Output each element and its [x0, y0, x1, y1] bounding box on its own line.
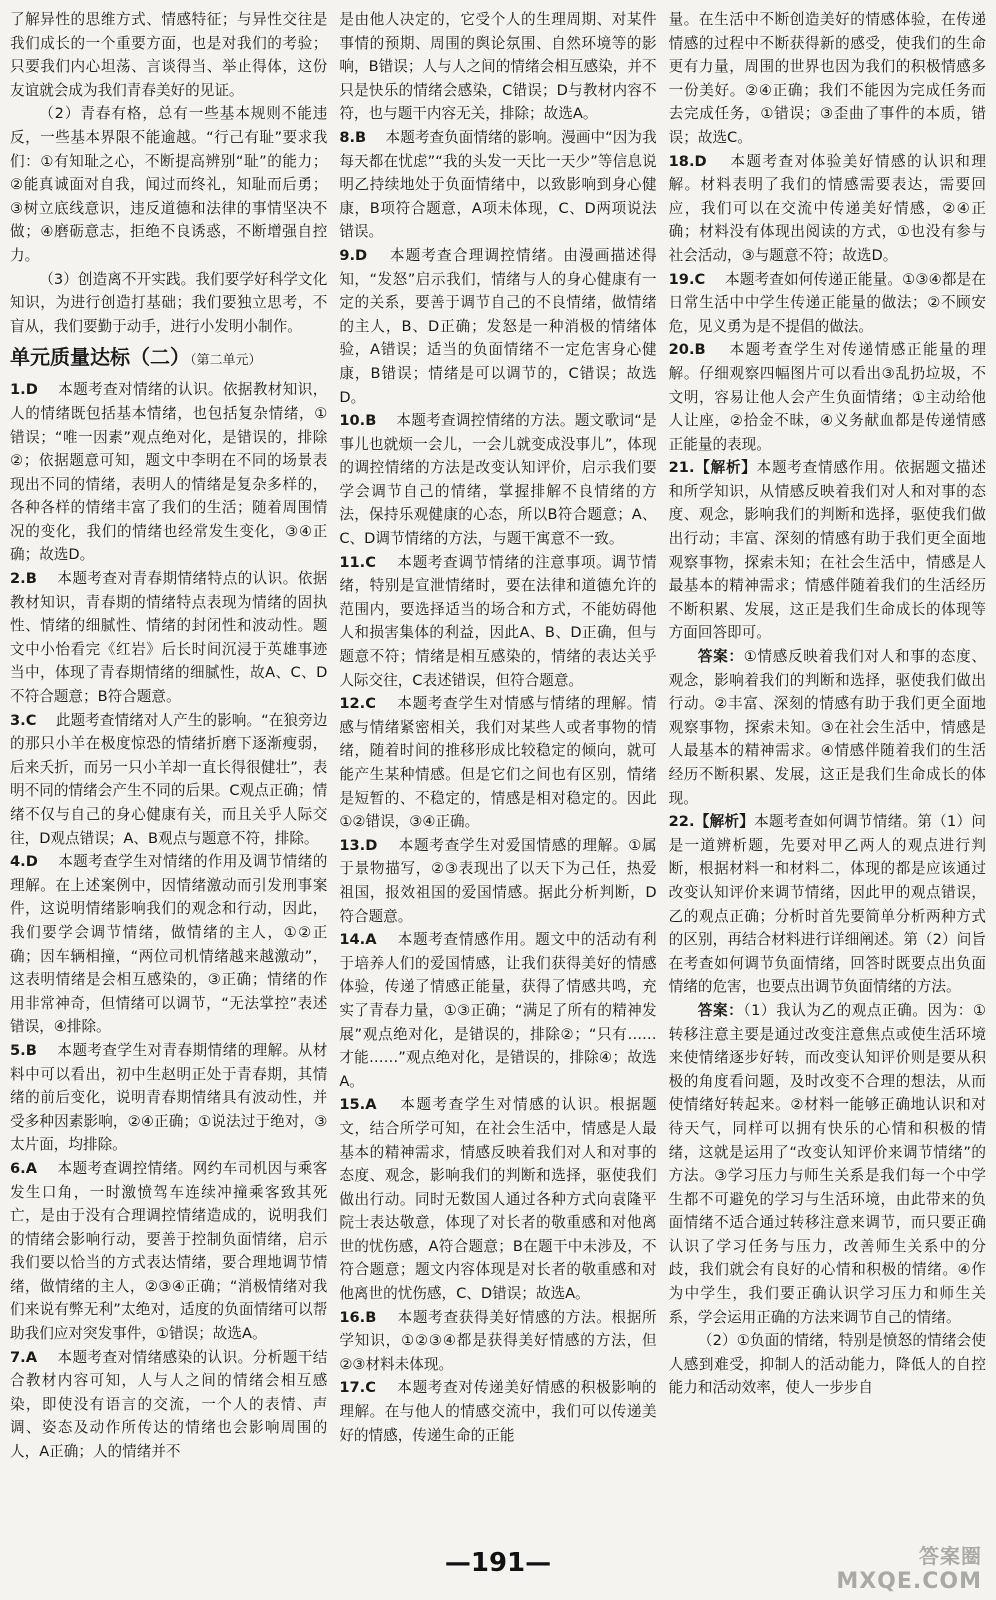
- answer-item: [339, 1306, 656, 1377]
- answer-item: [10, 850, 327, 1039]
- paragraph: （3）创造离不开实践。我们要学好科学文化知识，为进行创造打基础；我们要独立思考，不盲从，我们要勤于动手，进行小发明小制作。: [10, 270, 328, 335]
- explanation-text: 本题考查对传递美好情感的积极影响的理解。在与他人的情感交流中，我们可以传递美好的情感，传递生命的正能: [339, 1379, 657, 1444]
- answer-item: [10, 709, 327, 851]
- question-number: 18.: [668, 152, 695, 170]
- answer-item: [339, 692, 656, 834]
- answer-choice: C: [365, 695, 376, 713]
- explanation-text: 本题考查情感作用。依据题文描述和所学知识，从情感反映着我们对人和对事的态度、观念，影响我们的判断和选择，驱使我们做出行动；丰富、深刻的情感有助于我们更全面地观察事物，探索未知；在社会生活中，情感是人最基本的精神需求；情感伴随着我们的生活经历不断积累、发展，这正是我们生命成长的体现等方面回答即可。: [668, 459, 986, 642]
- answer-item: [669, 338, 986, 456]
- answer-item: [10, 1157, 327, 1346]
- explanation-text: 此题考查情绪对人产生的影响。“在狼旁边的那只小羊在极度惊恐的情绪折磨下逐渐瘦弱，后来夭折，而另一只小羊却一直长得很健壮”，表明不同的情绪会产生不同的后果。C观点正确；情绪不仅与自己的身心健康有关，而且关乎人际交往，D观点错误；A、B观点与题意不符，排除。: [10, 711, 328, 847]
- question-number: 22.: [668, 813, 695, 831]
- page-number: —191—: [444, 1548, 552, 1578]
- answer-choice: C: [365, 1379, 376, 1397]
- question-number: 11.: [339, 553, 366, 571]
- answer-choice: B: [365, 1308, 377, 1326]
- explanation-text: 本题考查调节情绪的注意事项。调节情绪，特别是宣泄情绪时，要在法律和道德允许的范围内，要选择适当的场合和方式，不能妨碍他人和损害集体的利益，因此A、B、D正确，但与题意不符；情绪是相互感染的，情绪的表达关乎人际交往，C表述错误，但符合题意。: [339, 553, 657, 689]
- paragraph: 是由他人决定的，它受个人的生理周期、对某件事情的预期、周围的舆论氛围、自然环境等的影响，B错误；人与人之间的情绪会相互感染，并不只是快乐的情绪会感染，C错误；D与教材内容不符，也与题干内容无关，排除；故选A。: [339, 11, 657, 123]
- question-number: 12.: [339, 695, 366, 713]
- answer-item: [10, 1039, 327, 1157]
- explanation-text: 本题考查负面情绪的影响。漫画中“因为我每天都在忧虑”“我的头发一天比一天少”等信息说明乙持续地处于负面情绪中，以致影响到身心健康，B项符合题意，A项未体现，C、D两项说法错误。: [339, 128, 657, 241]
- answer-choice: D: [694, 152, 707, 170]
- answer-item: [10, 567, 327, 709]
- answer-item: [10, 1346, 327, 1464]
- analysis-tag: 【解析】: [694, 459, 757, 477]
- answer-choice: C: [25, 711, 37, 729]
- section-heading-title: 单元质量达标（二）: [10, 345, 190, 370]
- answer-choice: D: [365, 836, 378, 854]
- watermark-bottom-text: MXQE.COM: [836, 1569, 982, 1594]
- explanation-text: 本题考查情感作用。题文中的活动有利于培养人们的爱国情感，让我们获得美好的情感体验，传递了情感正能量，获得了情感共鸣，充实了青春力量，①③正确；“满足了所有的精神发展”观点绝对化，是错误的，排除②；“只有……才能……”观点绝对化，是错误的，排除④；故选A。: [339, 931, 657, 1090]
- explanation-text: 本题考查对情绪的认识。依据教材知识，人的情绪既包括基本情绪，也包括复杂情绪，①错误；“唯一因素”观点绝对化，是错误的，排除②；依据题意可知，题文中李明在不同的场景表现出不同的情绪，表明人的情绪是复杂多样的，各种各样的情绪丰富了我们的生活；随着周围情况的变化，我们的情绪也经常发生变化，③④正确；故选D。: [10, 381, 328, 564]
- text-column-middle: [339, 8, 656, 1538]
- answer-item: [669, 150, 986, 268]
- answer-item: [339, 928, 656, 1093]
- answer-choice: A: [365, 1096, 377, 1114]
- answer-choice: C: [694, 270, 706, 288]
- answer-choice: D: [25, 853, 38, 871]
- answer-item: [339, 551, 656, 693]
- question-number: 6.: [10, 1159, 26, 1177]
- question-number: 17.: [339, 1379, 366, 1397]
- answer-item: [669, 456, 986, 645]
- explanation-text: 本题考查获得美好情感的方法。根据所学知识，①②③④都是获得美好情感的方法，但②③材料未体现。: [339, 1308, 657, 1373]
- answer-choice: B: [25, 570, 37, 588]
- explanation-text: 本题考查如何传递正能量。①③④都是在日常生活中中学生传递正能量的做法；②不顾安危，见义勇为是不提倡的做法。: [668, 270, 986, 335]
- question-number: 8.: [339, 128, 356, 146]
- paragraph: 了解异性的思维方式、情感特征；与异性交往是我们成长的一个重要方面，也是对我们的考验；只要我们内心坦荡、言谈得当、举止得体，这份友谊就会成为我们青春美好的见证。: [10, 11, 328, 99]
- question-number: 3.: [10, 711, 26, 729]
- explanation-text: 本题考查学生对传递情感正能量的理解。仔细观察四幅图片可以看出③乱扔垃圾，不文明，容易让他人会产生负面情绪；①主动给他人让座，②拾金不昧，④义务献血都是传递情感正能量的表现。: [668, 341, 986, 453]
- answer-item: [669, 810, 986, 999]
- page-content: [10, 8, 986, 1538]
- paragraph: 量。在生活中不断创造美好的情感体验，在传递情感的过程中不断获得新的感受，使我们的生命更有力量，周围的世界也因为我们的积极情感多一份美好。②④正确；我们不能因为完成任务而去完成任务，①错误；③歪曲了事件的本质，错误；故选C。: [668, 11, 986, 146]
- answer-item: [339, 244, 656, 409]
- answer-label: 答案：: [697, 1001, 744, 1019]
- question-number: 4.: [10, 853, 26, 871]
- answer-item: [339, 409, 656, 551]
- answer-choice: B: [365, 412, 377, 430]
- explanation-text: 本题考查学生对情感的认识。根据题文，结合所学可知，在社会生活中，情感是人最基本的精神需求，情感反映着我们对人和对事的态度、观念，影响我们的判断和选择，驱使我们做出行动。同时无数国人通过各种方式向袁隆平院士表达敬意，体现了对长者的敬重感和对他离世的忧伤感，A符合题意；B在题干中未涉及，不符合题意；题文内容体现是对长者的敬重感和对他离世的忧伤感，C、D错误；故选A。: [339, 1096, 657, 1303]
- text-column-right: [669, 8, 986, 1538]
- explanation-text: 本题考查调控情绪。网约车司机因与乘客发生口角，一时激愤驾车连续冲撞乘客致其死亡，是由于没有合理调控情绪造成的，说明我们的情绪会影响行动，要善于控制负面情绪，启示我们要以恰当的方式表达情绪，要合理地调节情绪，做情绪的主人，②③④正确；“消极情绪对我们来说有弊无利”太绝对，适度的负面情绪可以帮助我们应对突发事件，①错误；故选A。: [10, 1159, 328, 1343]
- answer-label: 答案：: [697, 648, 744, 666]
- question-number: 9.: [339, 246, 356, 264]
- explanation-text: 本题考查合理调控情绪。由漫画描述得知，“发怒”启示我们，情绪与人的身心健康有一定的关系，要善于调节自己的不良情绪，做情绪的主人，B、D正确；发怒是一种消极的情绪体验，A错误；适当的负面情绪不一定危害身心健康，B错误；情绪是可以调节的，C错误；故选D。: [339, 246, 657, 406]
- answer-item: [10, 378, 327, 567]
- answer-item: [669, 268, 986, 339]
- explanation-text: 本题考查如何调节情绪。第（1）问是一道辨析题，先要对甲乙两人的观点进行判断，根据材料一和材料二，体现的都是应该通过改变认知评价来调节情绪，因此甲的观点错误，乙的观点正确；分析时首先要简单分析两种方式的区别，再结合材料进行详细阐述。第（2）问旨在考查如何调节负面情绪，回答时既要点出负面情绪的危害，也要点出调节负面情绪的方法。: [668, 813, 986, 996]
- answer-choice: B: [25, 1041, 37, 1059]
- page-number-value: 191: [470, 1548, 526, 1578]
- question-number: 20.: [668, 341, 695, 359]
- answer-choice: A: [25, 1159, 37, 1177]
- answer-item: [339, 1093, 656, 1305]
- answer-text: ①情感反映着我们对人和事的态度、观念，影响着我们的判断和选择，驱使我们做出行动。②丰富、深刻的情感有助于我们更全面地观察事物，探索未知。③在社会生活中，情感是人最基本的精神需求。④情感伴随着我们的生活经历不断积累、发展，这正是我们生命成长的体现。: [668, 648, 986, 807]
- answer-item: [339, 1376, 656, 1447]
- answer-choice: D: [355, 246, 368, 264]
- answer-choice: A: [365, 931, 377, 949]
- question-number: 1.: [10, 381, 26, 399]
- answer-block: [669, 999, 986, 1329]
- analysis-tag: 【解析】: [694, 813, 755, 831]
- question-number: 10.: [339, 412, 366, 430]
- answer-choice: A: [25, 1348, 37, 1366]
- question-number: 16.: [339, 1308, 366, 1326]
- explanation-text: 本题考查学生对青春期情绪的理解。从材料中可以看出，初中生赵明正处于青春期，其情绪的前后变化，说明青春期情绪具有波动性，并受多种因素影响，②④正确；①说法过于绝对，③太片面，均排除。: [10, 1041, 328, 1154]
- paragraph: （2）①负面的情绪，特别是愤怒的情绪会使人感到难受，抑制人的活动能力，降低人的自控能力和活动效率，使人一步步自: [668, 1332, 986, 1397]
- answer-block: [669, 645, 986, 810]
- question-number: 13.: [339, 836, 366, 854]
- question-number: 19.: [668, 270, 695, 288]
- answer-choice: B: [694, 341, 706, 359]
- answer-item: [339, 126, 656, 244]
- answer-item: [339, 834, 656, 928]
- answer-text: （1）我认为乙的观点正确。因为：①转移注意主要是通过改变注意焦点或使生活环境来使情绪逐步好转，而改变认知评价则是要从积极的角度看问题，及时改变不合理的想法，从而使情绪好转起来。②材料一能够正确地认识和对待天气，同样可以拥有快乐的心情和积极的情绪，这就是运用了“改变认知评价来调节情绪”的方法。③学习压力与师生关系是我们每一个中学生都不可避免的学习与生活环境，由此带来的负面情绪不适合通过转移注意来调节，而只要正确认识了学习任务与压力，改善师生关系中的分歧，我们就会有良好的心情和积极的情绪。④作为中学生，我们要正确认识学习压力和师生关系，学会运用正确的方法来调节自己的情绪。: [668, 1001, 986, 1326]
- explanation-text: 本题考查学生对情绪的作用及调节情绪的理解。在上述案例中，因情绪激动而引发刑事案件，这说明情绪影响我们的观念和行动，因此，我们要学会调节情绪，做情绪的主人，①②正确；因车辆相撞，“两位司机情绪越来越激动”，这表明情绪是会相互感染的，③正确；情绪的作用非常神奇，但情绪可以调节，“无法掌控”表述错误，④排除。: [10, 853, 328, 1036]
- question-number: 5.: [10, 1041, 26, 1059]
- explanation-text: 本题考查学生对爱国情感的理解。①属于景物描写，②③表现出了以天下为己任，热爱祖国，报效祖国的爱国情感。据此分析判断，D符合题意。: [339, 836, 657, 925]
- explanation-text: 本题考查对体验美好情感的认识和理解。材料表明了我们的情感需要表达，需要回应，我们可以在交流中传递美好情感，②④正确；材料没有体现出阅读的方式，①也没有参与社会活动，③与题意不符；故选D。: [668, 152, 986, 264]
- paragraph: （2）青春有格，总有一些基本规则不能违反，一些基本界限不能逾越。“行己有耻”要求我们：①有知耻之心，不断提高辨别“耻”的能力；②能真诚面对自我，闻过而终礼，知耻而后勇；③树立底线意识，违反道德和法律的事情坚决不做；④磨砺意志，拒绝不良诱惑，不断增强自控力。: [10, 105, 328, 264]
- section-heading-sub: （第二单元）: [190, 353, 262, 369]
- question-number: 15.: [339, 1096, 366, 1114]
- section-heading: [10, 342, 327, 376]
- watermark-top-text: 答案圈: [919, 1544, 982, 1568]
- question-number: 2.: [10, 570, 26, 588]
- explanation-text: 本题考查学生对情感与情绪的理解。情感与情绪紧密相关，我们对某些人或者事物的情绪，随着时间的推移形成比较稳定的倾向，就可能产生某种情感。但是它们之间也有区别，情绪是短暂的、不稳定的，情感是相对稳定的。因此①②错误，③④正确。: [339, 695, 657, 831]
- question-number: 21.: [668, 459, 695, 477]
- site-watermark: [836, 1540, 982, 1594]
- explanation-text: 本题考查调控情绪的方法。题文歌词“是事儿也就烦一会儿，一会儿就变成没事儿”，体现的调控情绪的方法是改变认知评价，启示我们要学会调节自己的情绪，掌握排解不良情绪的方法，保持乐观健康的心态，所以B符合题意；A、C、D调节情绪的方法，与题干寓意不一致。: [339, 412, 657, 548]
- answer-choice: B: [355, 128, 367, 146]
- explanation-text: 本题考查对情绪感染的认识。分析题干结合教材内容可知，人与人之间的情绪会相互感染，即使没有语言的交流，一个人的表情、声调、姿态及动作所传达的情绪也会影响周围的人，A正确；人的情绪并不: [10, 1348, 328, 1461]
- text-column-left: [10, 8, 327, 1538]
- answer-choice: D: [25, 381, 38, 399]
- explanation-text: 本题考查对青春期情绪特点的认识。依据教材知识，青春期的情绪特点表现为情绪的固执性、情绪的细腻性、情绪的封闭性和波动性。题文中小怡看完《红岩》后长时间沉浸于英雄事迹当中，体现了青春期情绪的细腻性，故A、C、D不符合题意；B符合题意。: [10, 570, 328, 706]
- question-number: 7.: [10, 1348, 26, 1366]
- question-number: 14.: [339, 931, 366, 949]
- answer-choice: C: [365, 553, 376, 571]
